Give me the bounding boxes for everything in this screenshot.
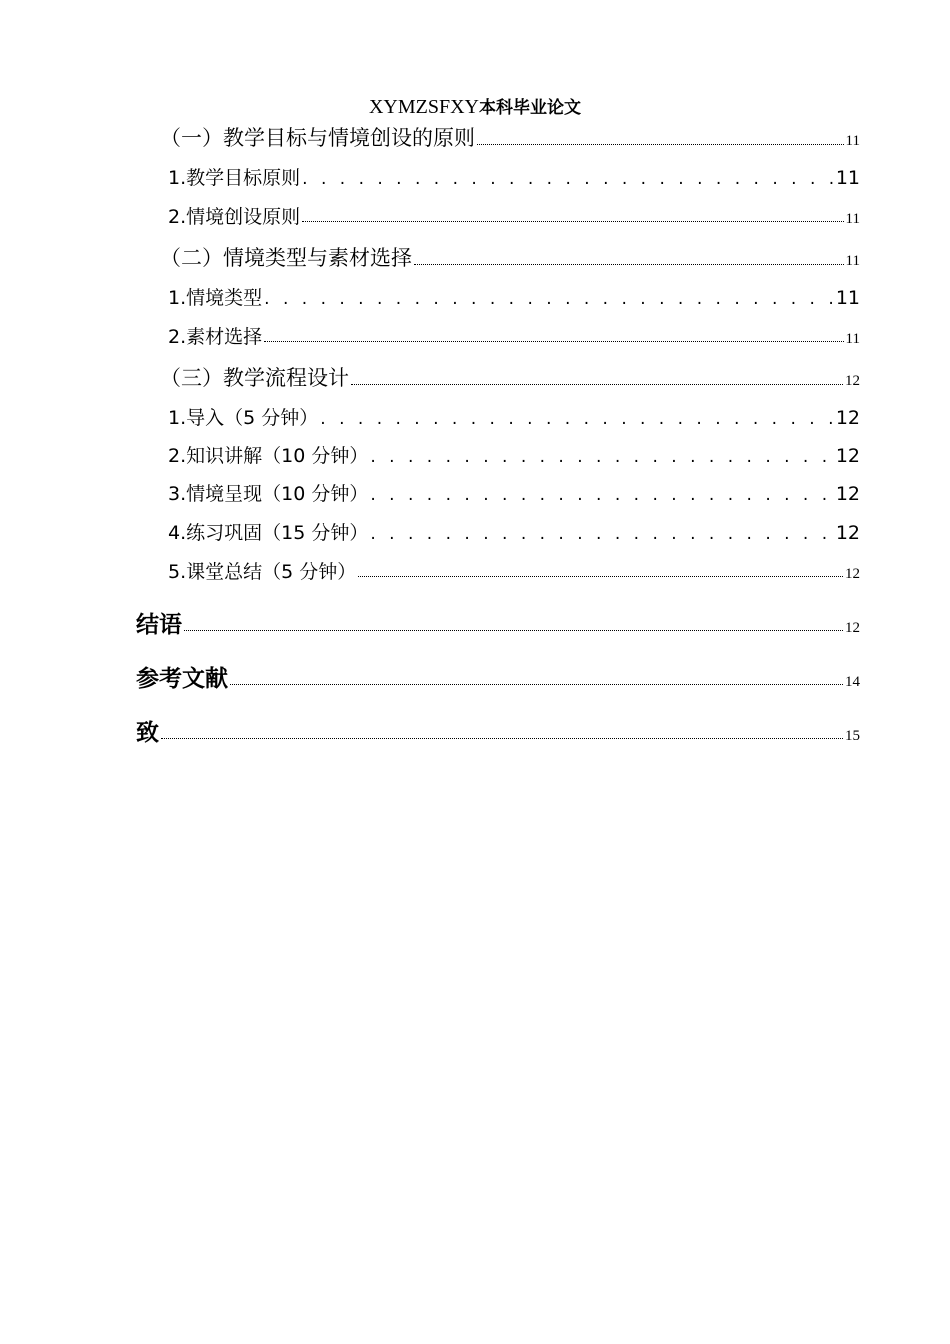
toc-entry-title: 参考文献 (136, 666, 228, 692)
toc-entry-page: 11 (845, 253, 860, 269)
dot-leader (370, 447, 833, 467)
header-code: XYMZSFXY (368, 96, 480, 118)
toc-entry-title: 结语 (136, 612, 182, 638)
toc-entry-page: 11 (835, 287, 860, 309)
toc-entry-references[interactable] (136, 660, 860, 693)
toc-entry-page: 11 (845, 331, 860, 347)
dot-leader (414, 263, 844, 265)
toc-entry-page: 12 (835, 407, 860, 429)
toc-entry-page: 15 (845, 728, 860, 744)
toc-entry-item-3-3[interactable] (168, 479, 860, 506)
toc-entry-title: 2.知识讲解（10 分钟） (168, 445, 369, 467)
dot-leader (161, 737, 843, 739)
toc-entry-item-3-5[interactable] (168, 557, 860, 584)
toc-entry-title: 2.情境创设原则 (168, 206, 301, 228)
toc-entry-page: 12 (835, 445, 860, 467)
toc-entry-page: 12 (845, 566, 860, 582)
toc-entry-item-1-2[interactable] (168, 202, 860, 229)
toc-entry-page: 11 (845, 211, 860, 227)
toc-entry-item-3-2[interactable] (168, 441, 860, 468)
dot-leader (264, 340, 843, 342)
toc-entry-page: 14 (845, 674, 860, 690)
dot-leader (302, 220, 843, 222)
toc-entry-title: 2.素材选择 (168, 326, 263, 348)
dot-leader (358, 575, 843, 577)
dot-leader (370, 524, 833, 544)
toc-entry-title: （三）教学流程设计 (160, 366, 349, 390)
toc-entry-page: 12 (845, 620, 860, 636)
toc-entry-title: 1.教学目标原则 (168, 167, 301, 189)
dot-leader (184, 629, 843, 631)
toc-entry-title: 1.情境类型 (168, 287, 263, 309)
toc-entry-item-3-1[interactable] (168, 403, 860, 430)
toc-entry-item-1-1[interactable] (168, 163, 860, 190)
toc-entry-page: 12 (835, 483, 860, 505)
toc-entry-item-2-2[interactable] (168, 322, 860, 349)
dot-leader (320, 409, 834, 429)
toc-entry-page: 12 (845, 373, 860, 389)
toc-entry-item-3-4[interactable] (168, 518, 860, 545)
dot-leader (370, 485, 833, 505)
toc-entry-page: 11 (835, 167, 860, 189)
toc-entry-page: 11 (845, 133, 860, 149)
dot-leader (302, 169, 834, 189)
toc-entry-title: 5.课堂总结（5 分钟） (168, 561, 357, 583)
toc-entry-acknowledgements[interactable] (136, 714, 860, 747)
page-header (0, 94, 950, 121)
header-label: 本科毕业论文 (479, 98, 582, 118)
toc-entry-title: 1.导入（5 分钟） (168, 407, 319, 429)
toc-entry-conclusion[interactable] (136, 606, 860, 639)
toc-entry-title: （二）情境类型与素材选择 (160, 246, 412, 270)
toc-entry-item-2-1[interactable] (168, 283, 860, 310)
toc-entry-section-2[interactable] (160, 242, 860, 272)
toc-entry-title: 3.情境呈现（10 分钟） (168, 483, 369, 505)
dot-leader (264, 289, 834, 309)
toc-entry-section-1[interactable] (160, 122, 860, 152)
toc-entry-title: 4.练习巩固（15 分钟） (168, 522, 369, 544)
toc-entry-section-3[interactable] (160, 362, 860, 392)
toc-entry-title: 致 (136, 720, 159, 746)
dot-leader (477, 143, 844, 145)
toc-entry-title: （一）教学目标与情境创设的原则 (160, 126, 475, 150)
toc-entry-page: 12 (835, 522, 860, 544)
dot-leader (351, 383, 843, 385)
dot-leader (230, 683, 843, 685)
